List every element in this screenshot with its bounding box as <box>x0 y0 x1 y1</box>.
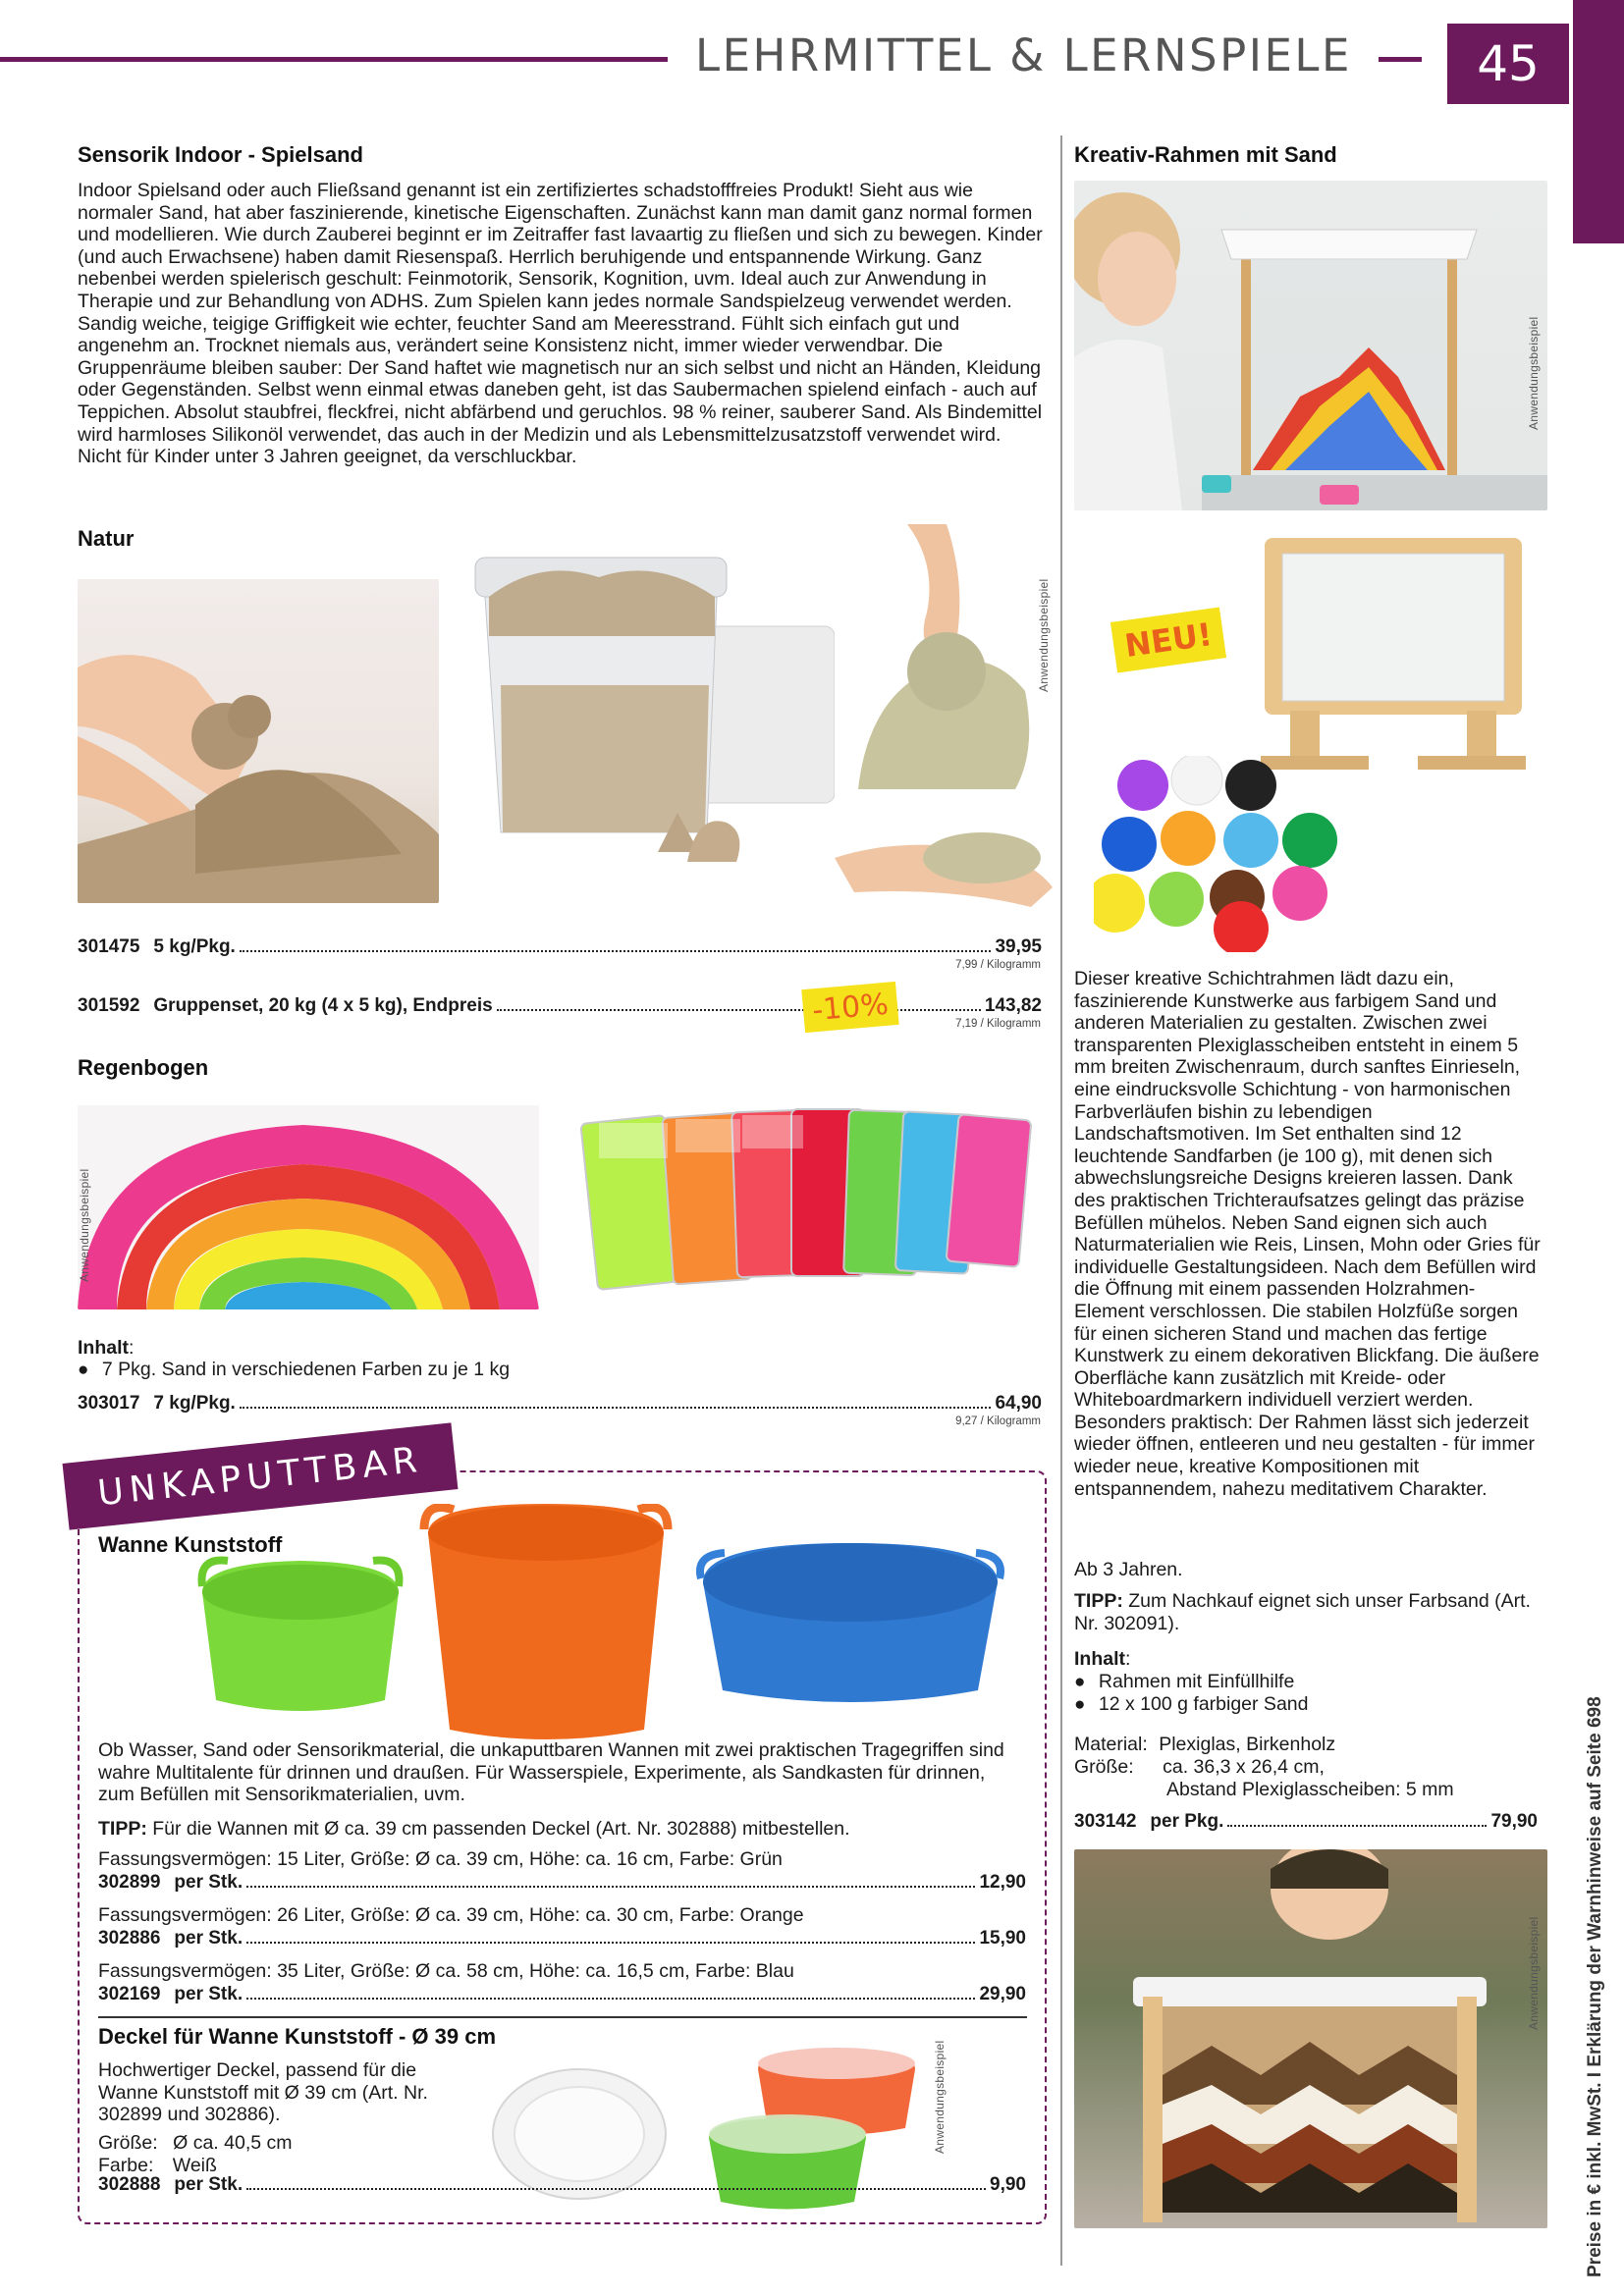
natur-heading: Natur <box>78 526 135 551</box>
order-303017 <box>78 1393 1042 1415</box>
order-302886 <box>98 1928 1026 1949</box>
order-302888 <box>98 2174 1026 2196</box>
lid-title: Deckel für Wanne Kunststoff - Ø 39 cm <box>98 2024 497 2049</box>
dot-leader <box>246 1885 975 1888</box>
order-price: 15,90 <box>979 1928 1026 1949</box>
frame-contents-item-1 <box>1074 1671 1294 1694</box>
order-price: 64,90 <box>995 1393 1042 1414</box>
order-price: 9,90 <box>990 2174 1026 2195</box>
sandbox-title: Sensorik Indoor - Spielsand <box>78 142 363 167</box>
tub-variant-spec-3: Fassungsvermögen: 35 Liter, Größe: Ø ca. 58 cm, Höhe: ca. 16,5 cm, Farbe: Blau <box>98 1960 794 1982</box>
side-note: Preise in € inkl. MwSt. I Erklärung der Warnhinweise auf Seite 698 <box>1585 1696 1605 2277</box>
sand-cups-photo <box>1094 756 1388 952</box>
dot-leader <box>246 1997 975 2000</box>
order-number: 303017 <box>78 1393 140 1414</box>
spec-value: Ø ca. 40,5 cm <box>173 2132 293 2154</box>
order-price: 12,90 <box>979 1872 1026 1893</box>
spec-label: Material: <box>1074 1734 1148 1755</box>
discount-badge-text: -10% <box>810 987 891 1028</box>
bullet-icon: ● <box>78 1360 89 1380</box>
section-title: LEHRMITTEL & LERNSPIELE <box>695 29 1352 81</box>
bullet-icon: ● <box>1074 1694 1086 1715</box>
lid-spec-size <box>98 2132 293 2155</box>
order-price: 143,82 <box>984 995 1042 1016</box>
header-line-left <box>0 57 668 62</box>
unkaputtbar-text: UNKAPUTTBAR <box>95 1439 425 1514</box>
sandbox-description: Indoor Spielsand oder auch Fließsand genannt ist ein zertifiziertes schadstofffreies Produkt! Sieht aus wie normaler Sand, hat aber faszinierende, kinetische Eigenschaften. Zunächst kann man damit ganz normal formen und modellieren. Wie durch Zauberei beginnt er im Zeitraffer fast lavaartig zu fließen und sich zu bewegen. Kinder (und auch Erwachsene) haben damit Riesenspaß. Herrlich beruhigende und entspannende Wirkung. Ganz nebenbei werden spielerisch geschult: Feinmotorik, Sensorik, Kognition, uvm. Ideal auch zur Anwendung in Therapie und zur Behandlung von ADHS. Zum Spielen kann jedes normale Sandspielzeug verwendet werden. Sandig weiche, teigige Griffigkeit wie echter, feuchter Sand am Meeresstrand. Fühlt sich einfach gut und angenehm an. Trocknet niemals aus, verändert seine Konsistenz nicht, immer wieder verwendbar. Die Gruppenräume bleiben sauber: Der Sand haftet wie magnetisch nur an sich selbst und nicht an Händen, Kleidung oder Gegenständen. Selbst wenn einmal etwas daneben geht, ist das Saubermachen spielend einfach - auch auf Teppichen. Absolut staubfrei, fleckfrei, nicht abfärbend und geruchlos. 98 % reiner, sauberer Sand. Als Bindemittel wird harmloses Silikonöl verwendet, das auch in der Medizin und als Lebensmittelzusatzstoff verwendet wird. Nicht für Kinder unter 3 Jahren geeignet, da verschluckbar. <box>78 180 1043 468</box>
spec-label: Größe: <box>1074 1756 1134 1778</box>
per-kg-303017: 9,27 / Kilogramm <box>955 1415 1041 1427</box>
order-price: 29,90 <box>979 1984 1026 2004</box>
girl-frame-photo <box>1074 181 1547 510</box>
order-number: 301475 <box>78 936 140 957</box>
lid-divider <box>98 2016 1027 2018</box>
spec-value: Weiß <box>172 2155 217 2176</box>
contents-item: Rahmen mit Einfüllhilfe <box>1098 1671 1295 1692</box>
rainbow-sand-photo <box>78 1105 539 1309</box>
dot-leader <box>246 1941 975 1944</box>
frame-spec-distance <box>1166 1779 1454 1801</box>
side-tab <box>1573 0 1624 243</box>
order-text: 5 kg/Pkg. <box>153 936 236 957</box>
tubs-photo <box>192 1504 1017 1739</box>
frame-spec-material <box>1074 1734 1335 1756</box>
order-number: 302899 <box>98 1872 161 1893</box>
order-text: per Stk. <box>174 1928 244 1949</box>
contents-label: Inhalt <box>1074 1648 1125 1670</box>
dot-leader <box>1227 1824 1487 1827</box>
spec-value: ca. 36,3 x 26,4 cm, <box>1163 1756 1325 1778</box>
contents-label: Inhalt <box>78 1337 129 1359</box>
dot-leader <box>497 1008 981 1011</box>
order-text: per Stk. <box>174 1872 244 1893</box>
order-price: 79,90 <box>1490 1811 1538 1832</box>
frame-age: Ab 3 Jahren. <box>1074 1559 1183 1580</box>
tub-variant-spec-2: Fassungsvermögen: 26 Liter, Größe: Ø ca. 39 cm, Höhe: ca. 30 cm, Farbe: Orange <box>98 1904 804 1926</box>
tub-variant-spec-1: Fassungsvermögen: 15 Liter, Größe: Ø ca. 39 cm, Höhe: ca. 16 cm, Farbe: Grün <box>98 1848 783 1870</box>
frame-title: Kreativ-Rahmen mit Sand <box>1074 142 1337 167</box>
rainbow-example-label: Anwendungsbeispiel <box>78 1168 91 1282</box>
regenbogen-heading: Regenbogen <box>78 1055 209 1080</box>
lid-example-label: Anwendungsbeispiel <box>933 2040 947 2154</box>
tub-title: Wanne Kunststoff <box>98 1532 283 1557</box>
bullet-icon: ● <box>1074 1672 1086 1692</box>
tip-label: TIPP: <box>1074 1590 1123 1612</box>
sand-bucket-photo <box>461 538 835 903</box>
regenbogen-contents-label: Inhalt: <box>78 1337 135 1359</box>
order-number: 302888 <box>98 2174 161 2195</box>
contents-item: 12 x 100 g farbiger Sand <box>1098 1693 1309 1715</box>
order-text: per Stk. <box>174 2174 244 2195</box>
frame-contents-item-2 <box>1074 1693 1308 1717</box>
tub-tip <box>98 1818 1016 1841</box>
new-badge-text: NEU! <box>1122 614 1215 666</box>
order-text: per Stk. <box>174 1984 244 2004</box>
spec-value: Abstand Plexiglasscheiben: 5 mm <box>1166 1779 1454 1800</box>
order-303142 <box>1074 1811 1538 1833</box>
order-number: 301592 <box>78 995 140 1016</box>
order-number: 303142 <box>1074 1811 1137 1832</box>
tip-text: Zum Nachkauf eignet sich unser Farbsand (Art. Nr. 302091). <box>1074 1590 1531 1634</box>
page-number: 45 <box>1477 35 1540 92</box>
spec-label: Farbe: <box>98 2155 154 2176</box>
sand-bags-photo <box>569 1099 1041 1325</box>
per-kg-301592: 7,19 / Kilogramm <box>955 1018 1041 1030</box>
dot-leader <box>246 2187 986 2190</box>
boy-frame-photo <box>1074 1849 1547 2228</box>
order-301475 <box>78 936 1042 958</box>
sand-hand-photo-bottom <box>835 799 1053 907</box>
frame-contents-label: Inhalt: <box>1074 1648 1131 1670</box>
order-302899 <box>98 1872 1026 1894</box>
frame-example-label-2: Anwendungsbeispiel <box>1527 1916 1541 2030</box>
dot-leader <box>240 1406 992 1409</box>
order-302169 <box>98 1984 1026 2005</box>
order-number: 302886 <box>98 1928 161 1949</box>
lid-description: Hochwertiger Deckel, passend für die Wanne Kunststoff mit Ø 39 cm (Art. Nr. 302899 und 302886). <box>98 2059 428 2126</box>
frame-product-photo <box>1261 524 1526 789</box>
order-price: 39,95 <box>995 936 1042 957</box>
frame-spec-size <box>1074 1756 1325 1779</box>
frame-tip <box>1074 1590 1536 1634</box>
contents-item: 7 Pkg. Sand in verschiedenen Farben zu je 1 kg <box>101 1359 511 1380</box>
frame-example-label-1: Anwendungsbeispiel <box>1527 316 1541 430</box>
regenbogen-contents-item <box>78 1359 510 1382</box>
natur-example-label: Anwendungsbeispiel <box>1037 578 1051 692</box>
spec-label: Größe: <box>98 2132 158 2154</box>
header-line-right <box>1379 57 1422 62</box>
tip-label: TIPP: <box>98 1818 147 1840</box>
spec-value: Plexiglas, Birkenholz <box>1159 1734 1336 1755</box>
tip-text: Für die Wannen mit Ø ca. 39 cm passenden Deckel (Art. Nr. 302888) mitbestellen. <box>152 1818 850 1840</box>
order-number: 302169 <box>98 1984 161 2004</box>
order-text: per Pkg. <box>1150 1811 1224 1832</box>
new-badge <box>1110 607 1226 672</box>
sand-hand-photo-top <box>848 524 1037 789</box>
dot-leader <box>240 949 992 952</box>
order-text: Gruppenset, 20 kg (4 x 5 kg), Endpreis <box>153 995 493 1016</box>
per-kg-301475: 7,99 / Kilogramm <box>955 959 1041 971</box>
hands-sand-photo <box>78 579 439 903</box>
order-text: 7 kg/Pkg. <box>153 1393 236 1414</box>
frame-description: Dieser kreative Schichtrahmen lädt dazu ein, faszinierende Kunstwerke aus farbigem Sand und anderen Materialien zu gestalten. Zwischen zwei transparenten Plexiglasscheiben entsteht in einem 5 mm breiten Zwischenraum, durch sanftes Einrieseln, eine eindrucksvolle Schichtung - von harmonischen Farbverläufen bishin zu lebendigen Landschaftsmotiven. Im Set enthalten sind 12 leuchtende Sandfarben (je 100 g), mit denen sich abwechslungsreiche Designs kreieren lassen. Dank des praktischen Trichteraufsatzes gelingt das präzise Befüllen mühelos. Neben Sand eignen sich auch Naturmaterialien wie Reis, Linsen, Mohn oder Gries für individuelle Gestaltungsideen. Nach dem Befüllen wird die Öffnung mit einem passenden Holzrahmen-Element verschlossen. Die stabilen Holzfüße sorgen für einen sicheren Stand und machen das fertige Kunstwerk zu einem dekorativen Blickfang. Die äußere Oberfläche kann zusätzlich mit Kreide- oder Whiteboardmarkern individuell verziert werden. Besonders praktisch: Der Rahmen lässt sich jederzeit wieder öffnen, entleeren und neu gestalten - für immer wieder neue, kreative Kompositionen mit entspannendem, nahezu meditativem Charakter. <box>1074 968 1541 1500</box>
column-divider <box>1060 135 1062 2266</box>
tub-description: Ob Wasser, Sand oder Sensorikmaterial, die unkaputtbaren Wannen mit zwei praktischen Tragegriffen sind wahre Multitalente für drinnen und draußen. Für Wasserspiele, Experimente, als Sandkasten für drinnen, zum Befüllen mit Sensorikmaterialien, uvm. <box>98 1739 1004 1806</box>
